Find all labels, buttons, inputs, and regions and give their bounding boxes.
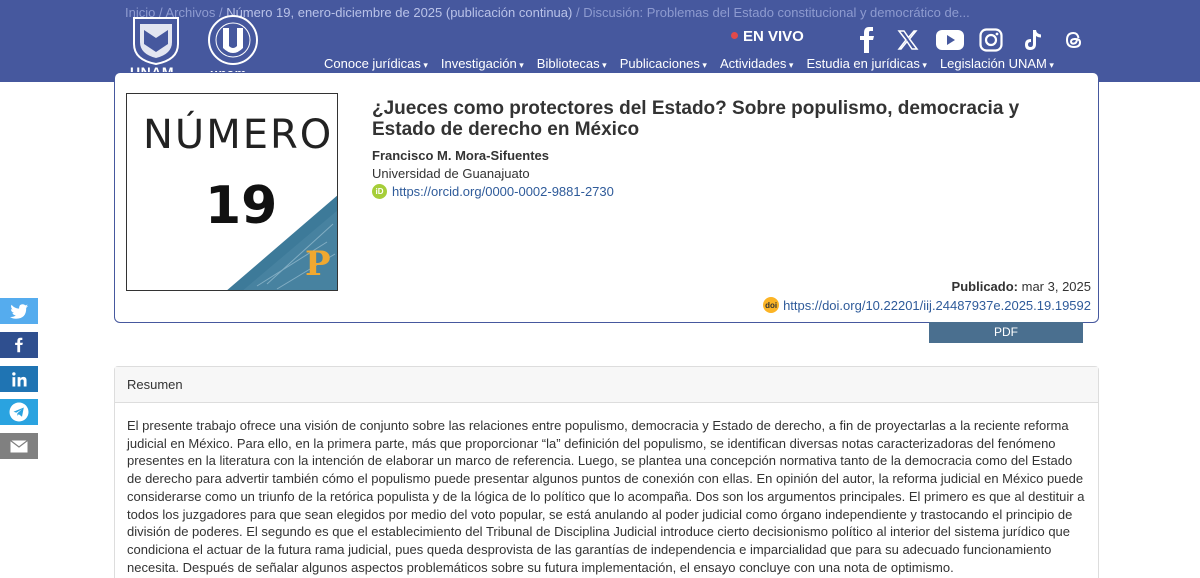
abstract-text: El presente trabajo ofrece una visión de conjunto sobre las relaciones entre populismo, democracia y Estado de derecho, a fin de proyectarlas a la reciente reforma judicial en México. Para ello, en la primera parte, más que proporcionar “la” definición del populismo, se identifican diversas notas caracterizadoras del fenómeno presentes en la literatura con la intención de elaborar un marco de referencia. Luego, se plantea una concepción normativa tanto de la democracia como del Estado de derecho para advertir también cómo el populismo puede presentar algunos puntos de conexión con ellas. En opinión del autor, la reforma judicial en México puede considerarse como un triunfo de la retórica populista y de la lógica de lo político que lo acompaña. Dos son los argumentos principales. El primero es que al destituir a todos los juzgadores para que sean elegidos por medio del voto popular, se está anulando al poder judicial como órgano independiente y trastocando el principio de división de poderes. El segundo es que el establecimiento del Tribunal de Disciplina Judicial introduce cierto decisionismo político al interior del sistema jurídico que condiciona el actuar de la futura rama judicial, pues queda desprovista de las garantías de independencia e imparcialidad que para su adecuado funcionamiento necesita. Después de señalar algunos aspectos problemáticos sobre su futura implementación, el ensayo concluye con una nota de optimismo.	[127, 418, 1085, 575]
unam-shield-icon	[128, 14, 184, 66]
nav-bibliotecas[interactable]: Bibliotecas ▾	[537, 56, 607, 71]
doi-link[interactable]	[763, 297, 1091, 313]
instagram-icon[interactable]	[977, 26, 1005, 54]
nav-conoce-juridicas[interactable]: Conoce jurídicas ▾	[324, 56, 428, 71]
breadcrumb-issue[interactable]: Número 19, enero-diciembre de 2025 (publicación continua)	[226, 5, 573, 20]
cover-letter: P	[305, 244, 331, 284]
facebook-share-icon	[14, 337, 24, 353]
iij-logo[interactable]	[206, 14, 260, 80]
doi-url[interactable]: https://doi.org/10.22201/iij.24487937e.2025.19.19592	[783, 297, 1091, 313]
nav-legislacion-unam[interactable]: Legislación UNAM ▾	[940, 56, 1054, 71]
share-linkedin-button[interactable]	[0, 366, 38, 392]
site-header	[0, 0, 1200, 82]
email-icon	[10, 440, 28, 453]
breadcrumb: Inicio / Archivos / Número 19, enero-diciembre de 2025 (publicación continua) / Discusión: Problemas del Estado constitucional y democrático de...	[125, 5, 970, 20]
facebook-icon[interactable]	[853, 26, 881, 54]
orcid-link[interactable]	[372, 184, 614, 199]
breadcrumb-current: Discusión: Problemas del Estado constitucional y democrático de...	[583, 5, 970, 20]
linkedin-icon	[12, 372, 27, 387]
cover-word: NÚMERO	[143, 112, 334, 158]
unam-logo[interactable]	[128, 14, 184, 80]
live-dot-icon	[731, 32, 738, 39]
telegram-icon	[9, 402, 29, 422]
tiktok-icon[interactable]	[1019, 26, 1047, 54]
main-nav	[324, 56, 1067, 71]
published-value: mar 3, 2025	[1021, 279, 1091, 294]
nav-publicaciones[interactable]: Publicaciones ▾	[620, 56, 707, 71]
share-twitter-button[interactable]	[0, 298, 38, 324]
breadcrumb-archives[interactable]: Archivos	[165, 5, 216, 20]
share-telegram-button[interactable]	[0, 399, 38, 425]
breadcrumb-home[interactable]: Inicio	[125, 5, 156, 20]
nav-actividades[interactable]: Actividades ▾	[720, 56, 794, 71]
youtube-icon[interactable]	[936, 26, 964, 54]
orcid-icon: iD	[372, 184, 387, 199]
twitter-icon	[10, 304, 28, 319]
published-date	[952, 279, 1091, 294]
threads-icon[interactable]	[1060, 26, 1088, 54]
share-email-button[interactable]	[0, 433, 38, 459]
issue-cover[interactable]	[126, 93, 338, 291]
article-affiliation: Universidad de Guanajuato	[372, 166, 530, 181]
nav-investigacion[interactable]: Investigación ▾	[441, 56, 524, 71]
cover-number: 19	[205, 176, 278, 236]
abstract-heading: Resumen	[115, 367, 1098, 403]
nav-estudia-en-juridicas[interactable]: Estudia en jurídicas ▾	[806, 56, 926, 71]
article-title: ¿Jueces como protectores del Estado? Sobre populismo, democracia y Estado de derecho en México	[372, 98, 1020, 140]
iij-seal-icon	[206, 14, 260, 66]
doi-icon: doi	[763, 297, 779, 313]
live-label: EN VIVO	[743, 28, 804, 45]
x-icon[interactable]	[894, 26, 922, 54]
abstract-panel	[114, 366, 1099, 578]
live-indicator[interactable]	[731, 28, 804, 45]
share-facebook-button[interactable]	[0, 332, 38, 358]
orcid-url[interactable]: https://orcid.org/0000-0002-9881-2730	[392, 184, 614, 199]
published-label: Publicado:	[951, 279, 1018, 294]
pdf-button[interactable]: PDF	[929, 322, 1083, 343]
article-author: Francisco M. Mora-Sifuentes	[372, 148, 549, 163]
